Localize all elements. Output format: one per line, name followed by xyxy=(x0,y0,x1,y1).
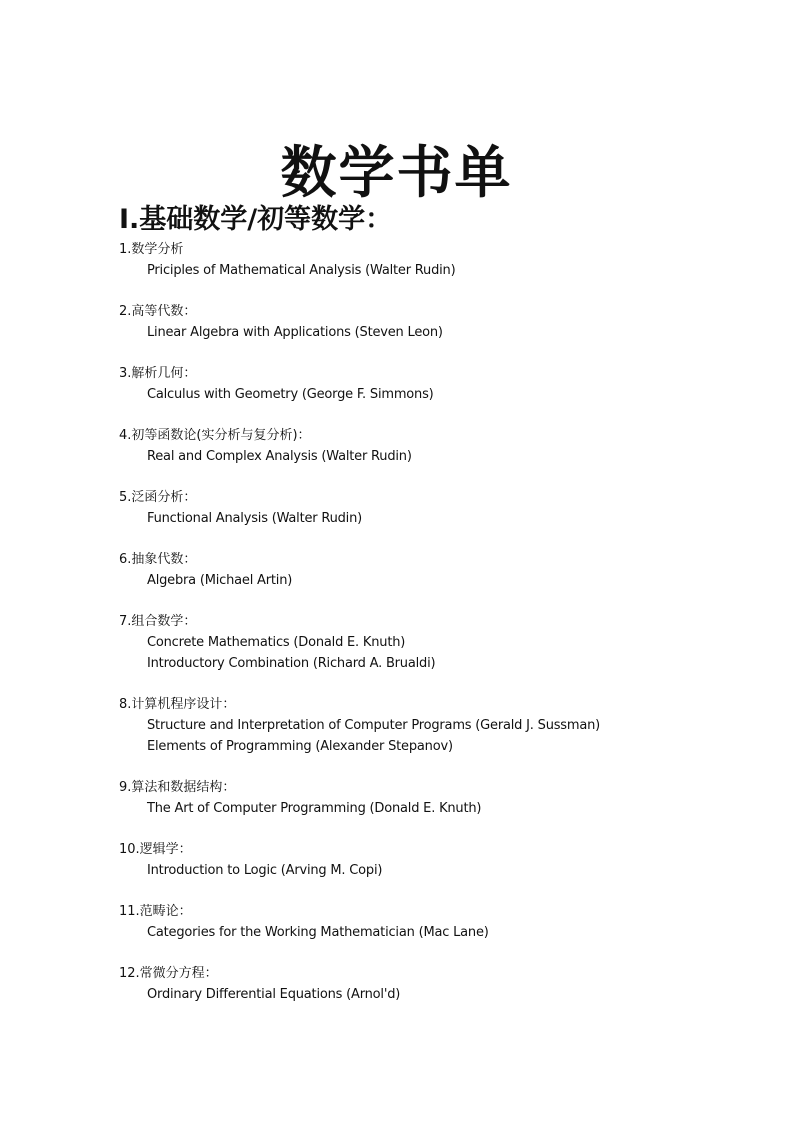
book-sublist xyxy=(119,260,739,281)
book-title: Categories for the Working Mathematician (Mac Lane) xyxy=(147,925,489,940)
book-sublist xyxy=(119,984,739,1005)
book-title: Structure and Interpretation of Computer Programs (Gerald J. Sussman) xyxy=(147,718,601,733)
book-title: Functional Analysis (Walter Rudin) xyxy=(147,511,363,526)
list-item xyxy=(119,301,739,343)
topic-heading: 6.抽象代数： xyxy=(119,552,197,567)
book-title: Concrete Mathematics (Donald E. Knuth) xyxy=(147,635,406,650)
book-sublist xyxy=(119,446,739,467)
book-sublist xyxy=(119,860,739,881)
book-sublist xyxy=(119,384,739,405)
book-sublist xyxy=(119,798,739,819)
book-title: Algebra (Michael Artin) xyxy=(147,573,293,588)
book-title: Real and Complex Analysis (Walter Rudin) xyxy=(147,449,412,464)
book-sublist xyxy=(119,922,739,943)
section-heading: I.基础数学/初等数学： xyxy=(119,204,393,236)
topic-heading: 11.范畴论： xyxy=(119,904,192,919)
topic-heading: 7.组合数学： xyxy=(119,614,197,629)
book-title: Calculus with Geometry (George F. Simmons) xyxy=(147,387,434,402)
book-sublist xyxy=(119,715,739,757)
book-sublist xyxy=(119,632,739,674)
topic-heading: 10.逻辑学： xyxy=(119,842,192,857)
list-item xyxy=(119,901,739,943)
book-sublist xyxy=(119,570,739,591)
book-list xyxy=(119,239,739,1025)
topic-heading: 3.解析几何： xyxy=(119,366,197,381)
book-sublist xyxy=(119,508,739,529)
list-item xyxy=(119,611,739,674)
book-title: The Art of Computer Programming (Donald E. Knuth) xyxy=(147,801,482,816)
topic-heading: 1.数学分析 xyxy=(119,242,184,257)
list-item xyxy=(119,239,739,281)
topic-heading: 4.初等函数论(实分析与复分析)： xyxy=(119,428,311,443)
list-item xyxy=(119,777,739,819)
list-item xyxy=(119,549,739,591)
book-title: Elements of Programming (Alexander Stepanov) xyxy=(147,739,453,754)
book-sublist xyxy=(119,322,739,343)
topic-heading: 5.泛函分析： xyxy=(119,490,197,505)
document-title: 数学书单 xyxy=(280,140,513,206)
book-title: Priciples of Mathematical Analysis (Walter Rudin) xyxy=(147,263,456,278)
list-item xyxy=(119,694,739,757)
book-title: Ordinary Differential Equations (Arnol'd) xyxy=(147,987,401,1002)
list-item xyxy=(119,487,739,529)
list-item xyxy=(119,425,739,467)
list-item xyxy=(119,839,739,881)
book-title: Introduction to Logic (Arving M. Copi) xyxy=(147,863,383,878)
topic-heading: 12.常微分方程： xyxy=(119,966,218,981)
book-title: Introductory Combination (Richard A. Brualdi) xyxy=(147,656,436,671)
list-item xyxy=(119,363,739,405)
book-title: Linear Algebra with Applications (Steven Leon) xyxy=(147,325,443,340)
topic-heading: 9.算法和数据结构： xyxy=(119,780,236,795)
list-item xyxy=(119,963,739,1005)
topic-heading: 2.高等代数： xyxy=(119,304,197,319)
topic-heading: 8.计算机程序设计： xyxy=(119,697,236,712)
